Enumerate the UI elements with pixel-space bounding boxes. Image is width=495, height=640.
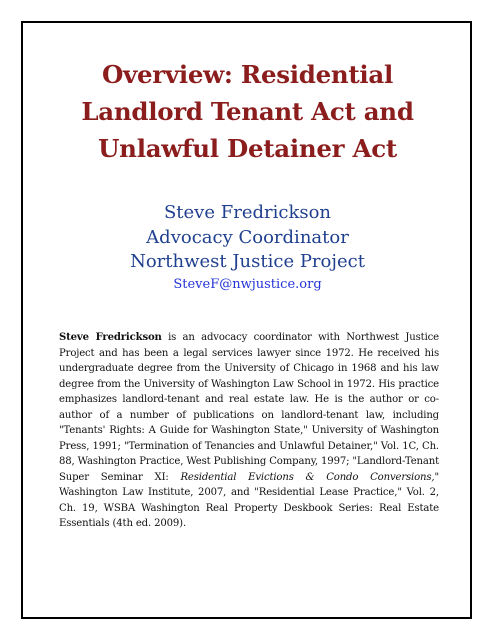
bio-author-name: Steve Fredrickson [59,332,162,343]
title-line-2: Landlord Tenant Act and [81,97,414,126]
title-line-1: Overview: Residential [102,60,393,89]
bio-text-part-2: " Washington Law Institute, 2007, and "Residential Lease Practice," Vol. 2, Ch. 19, WSBA Washington Real Property Deskbook Series: Real Estate Essentials (4th ed. 2009). [59,471,439,529]
document-title [30,56,465,167]
author-organization: Northwest Justice Project [130,251,365,272]
title-line-3: Unlawful Detainer Act [98,134,397,163]
author-name: Steve Fredrickson [163,202,332,223]
author-block [30,201,465,294]
author-role: Advocacy Coordinator [146,226,349,248]
author-email-link[interactable]: SteveF@nwjustice.org [173,276,322,292]
author-bio [59,330,439,532]
bio-text-part-1: is an advocacy coordinator with Northwest Justice Project and has been a legal services lawyer since 1972. He received his undergraduate degree from the University of Chicago in 1968 and his law degree from the University of Washington Law School in 1972. His practice emphasizes landlord-tenant and real estate law. He is the author or co-author of a number of publications on landlord-tenant law, including "Tenants' Rights: A Guide for Washington State," University of Washington Press, 1991; "Termination of Tenancies and Unlawful Detainer," Vol. 1C, Ch. 88, Washington Practice, West Publishing Company, 1997; "Landlord-Tenant Super Seminar XI: [59,332,439,483]
bio-seminar-title: Residential Evictions & Condo Conversions, [180,471,435,483]
